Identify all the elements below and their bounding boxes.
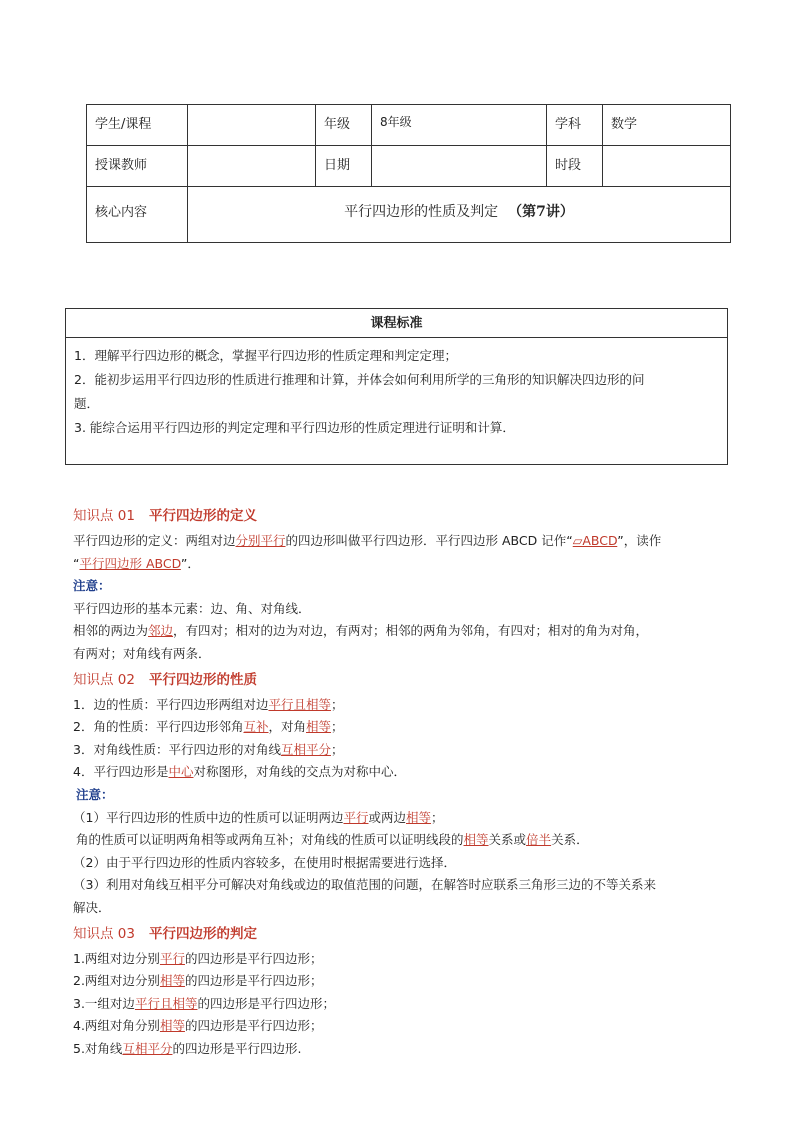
- text: 或两边: [368, 809, 406, 825]
- text: ”．: [180, 555, 200, 571]
- text: ；: [330, 741, 344, 757]
- highlight: 互相平分: [280, 741, 331, 757]
- highlight: 中心: [168, 764, 194, 780]
- kp2-note-3: （3）利用对角线互相平分可解决对角线或边的取值范围的问题，在解答时应联系三角形三边的不等关系来: [73, 877, 656, 893]
- kp3-number: 知识点 03: [73, 925, 135, 942]
- highlight: 平行: [343, 809, 369, 825]
- kp1-note-title: 注意：: [73, 578, 111, 594]
- kp1-note-1: 平行四边形的基本元素：边、角、对角线．: [73, 600, 311, 616]
- kp2-note-title: 注意：: [76, 786, 114, 802]
- text: 4．平行四边形是: [73, 764, 169, 780]
- highlight: 相等: [306, 719, 332, 735]
- kp2-number: 知识点 02: [73, 671, 135, 688]
- standard-item-3: 3. 能综合运用平行四边形的判定定理和平行四边形的性质定理进行证明和计算．: [74, 420, 515, 435]
- standard-item-1: 1．理解平行四边形的概念，掌握平行四边形的性质定理和判定定理；: [74, 348, 457, 363]
- student-value: [188, 105, 316, 146]
- text: 相邻的两边为: [73, 623, 149, 639]
- kp2-title: 平行四边形的性质: [148, 671, 257, 688]
- info-row-3: [87, 187, 731, 243]
- kp1-number: 知识点 01: [73, 508, 135, 524]
- info-row-2: [87, 146, 731, 187]
- text: 1．边的性质：平行四边形两组对边: [73, 696, 269, 712]
- text: 的四边形是平行四边形；: [184, 973, 323, 989]
- kp1-heading: [73, 504, 723, 528]
- text: 的四边形是平行四边形.: [172, 1040, 302, 1056]
- kp2-note-1: [73, 807, 723, 830]
- text: 4.两组对角分别: [73, 1018, 160, 1034]
- kp2-property-2: [73, 716, 723, 739]
- text: 的四边形是平行四边形；: [197, 995, 335, 1011]
- kp2-property-4: [73, 761, 723, 784]
- kp3-title: 平行四边形的判定: [148, 925, 257, 942]
- kp1-definition-cont: [73, 553, 723, 576]
- text: 3．对角线性质：平行四边形的对角线: [73, 741, 281, 757]
- highlight: 平行且相等: [134, 995, 198, 1011]
- kp3-criterion-4: [73, 1015, 723, 1038]
- text: 平行四边形的定义：两组对边: [73, 533, 236, 548]
- kp1-note-3: 有两对；对角线有两条．: [73, 645, 211, 661]
- kp2-note-1-cont: [73, 829, 723, 852]
- standard-item-2-cont: 题．: [74, 396, 100, 411]
- text: ，对角: [268, 719, 306, 735]
- kp2-property-1: [73, 694, 723, 717]
- text: 3.一组对边: [73, 995, 135, 1011]
- kp3-criterion-2: [73, 970, 723, 993]
- standards-title: 课程标准: [66, 309, 727, 338]
- highlight: 平行: [159, 950, 185, 966]
- kp1-title: 平行四边形的定义: [148, 508, 257, 524]
- text: 关系．: [551, 832, 589, 848]
- kp1-note-2: [73, 620, 723, 643]
- highlight: 相等: [159, 1018, 185, 1034]
- kp2-heading: [73, 668, 723, 692]
- text: ，有四对；相对的边为对边，有两对；相邻的两角为邻角，有四对；相对的角为对角，: [173, 623, 649, 639]
- text: ；: [331, 719, 344, 735]
- text: 2.两组对边分别: [73, 973, 160, 989]
- highlight: 互补: [243, 719, 269, 735]
- core-title: 平行四边形的性质及判定: [344, 204, 499, 220]
- teacher-label: 授课教师: [87, 146, 188, 187]
- text: 2．角的性质：平行四边形邻角: [73, 719, 244, 735]
- text: 5.对角线: [73, 1040, 123, 1056]
- kp3-criterion-1: [73, 948, 723, 971]
- kp2-property-3: [73, 739, 723, 762]
- kp1-definition: [73, 530, 723, 553]
- grade-value: 8年级: [372, 105, 547, 146]
- text: 的四边形是平行四边形；: [184, 1018, 323, 1034]
- text: “: [73, 555, 80, 571]
- date-value: [372, 146, 547, 187]
- knowledge-content: [73, 502, 723, 1060]
- core-label: 核心内容: [87, 187, 188, 243]
- course-standards-box: [65, 308, 728, 465]
- kp3-heading: [73, 922, 723, 946]
- lecture-tag: （第7讲）: [508, 204, 574, 220]
- text: 的四边形叫做平行四边形．平行四边形 ABCD 记作“: [285, 533, 573, 548]
- kp3-criterion-5: [73, 1038, 723, 1061]
- kp3-criterion-3: [73, 993, 723, 1016]
- highlight: 倍半: [526, 832, 552, 848]
- info-row-1: [87, 105, 731, 146]
- course-info-table: [86, 104, 731, 243]
- highlight: 相等: [463, 832, 489, 848]
- date-label: 日期: [316, 146, 372, 187]
- text: 的四边形是平行四边形；: [184, 950, 323, 966]
- teacher-value: [188, 146, 316, 187]
- kp2-note-3-cont: 解决．: [73, 899, 111, 915]
- subject-label: 学科: [547, 105, 603, 146]
- highlight: ▱ABCD: [572, 533, 618, 548]
- text: ；: [431, 809, 444, 825]
- text: 角的性质可以证明两角相等或两角互补；对角线的性质可以证明线段的: [76, 832, 464, 848]
- standard-item-2: 2．能初步运用平行四边形的性质进行推理和计算，并体会如何利用所学的三角形的知识解决四边形的问: [74, 372, 645, 387]
- text: （1）平行四边形的性质中边的性质可以证明两边: [73, 809, 344, 825]
- highlight: 互相平分: [122, 1040, 173, 1056]
- highlight: 平行且相等: [268, 696, 331, 712]
- text: ”，读作: [617, 533, 662, 548]
- text: 关系或: [488, 832, 527, 848]
- highlight: 相等: [406, 809, 432, 825]
- student-label: 学生/课程: [87, 105, 188, 146]
- text: ；: [330, 696, 344, 712]
- highlight: 邻边: [148, 623, 174, 639]
- period-label: 时段: [547, 146, 603, 187]
- grade-label: 年级: [316, 105, 372, 146]
- kp2-note-2: （2）由于平行四边形的性质内容较多，在使用时根据需要进行选择．: [73, 854, 456, 870]
- text: 1.两组对边分别: [73, 950, 160, 966]
- highlight: 平行四边形 ABCD: [79, 555, 181, 571]
- subject-value: 数学: [603, 105, 731, 146]
- core-value: [188, 187, 731, 243]
- highlight: 相等: [159, 973, 185, 989]
- text: 对称图形，对角线的交点为对称中心．: [193, 764, 406, 780]
- period-value: [603, 146, 731, 187]
- highlight: 分别平行: [235, 533, 286, 548]
